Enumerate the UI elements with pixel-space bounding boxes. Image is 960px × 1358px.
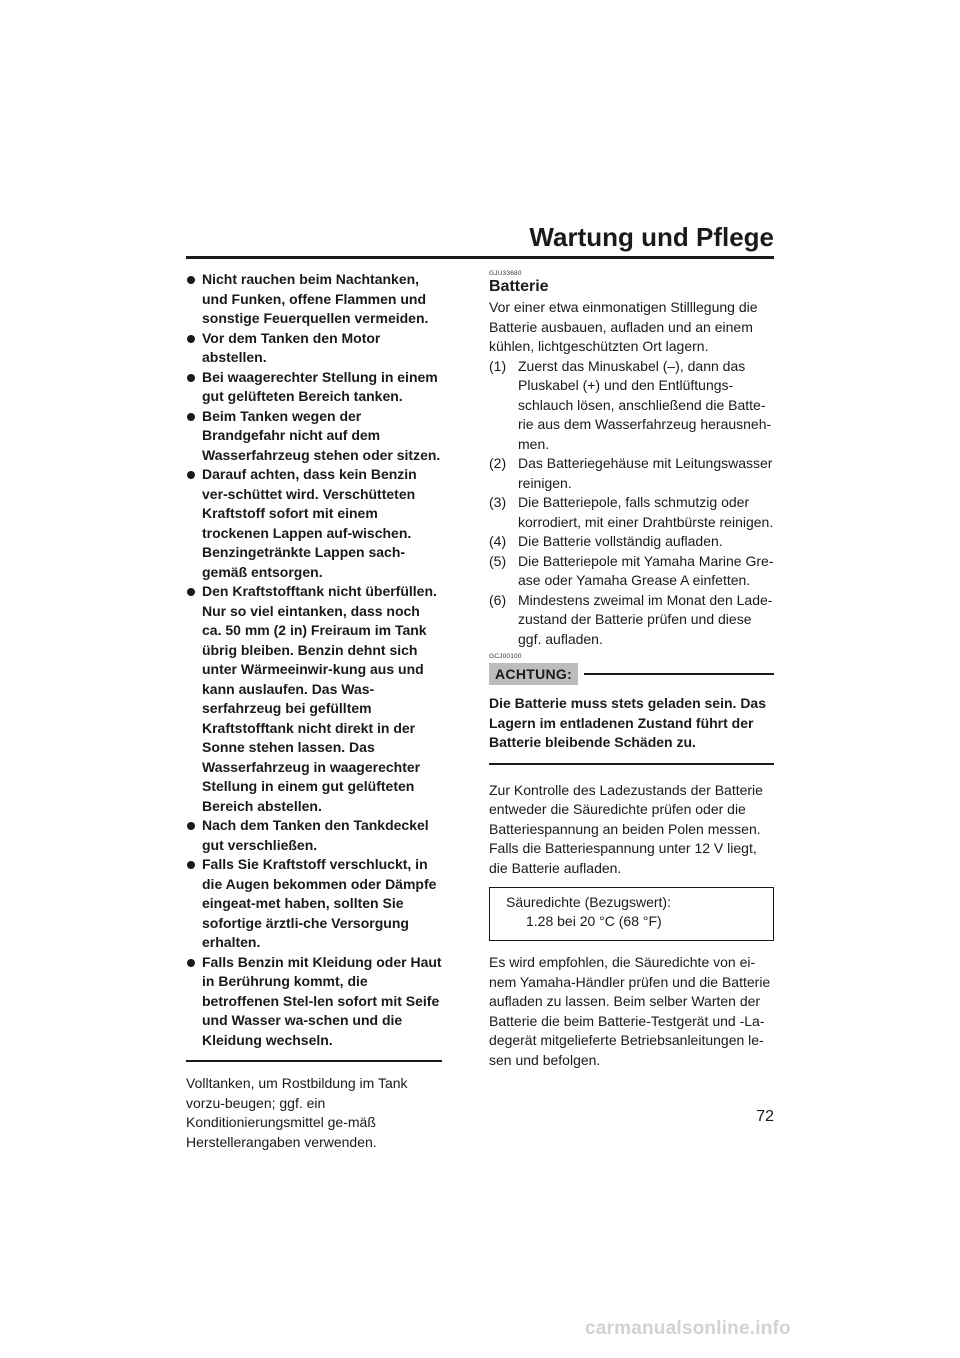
list-item <box>186 368 442 407</box>
caution-text: Die Batterie muss stets geladen sein. Das Lagern im entladenen Zustand führt der Batterie bleibende Schäden zu. <box>489 695 766 750</box>
step-number: (6) <box>489 591 507 608</box>
list-item <box>186 270 442 329</box>
caution-header <box>489 663 774 685</box>
section-code: GJU33680 <box>489 270 522 277</box>
list-item <box>489 493 774 532</box>
list-item <box>186 816 442 855</box>
caution-badge: ACHTUNG: <box>489 663 578 685</box>
caution-end-rule <box>489 763 774 765</box>
intro-paragraph: Vor einer etwa einmonatigen Stilllegung die Batterie ausbauen, aufladen und an einem kühlen, lichtgeschützten Ort lagern. <box>489 299 758 354</box>
right-column <box>489 270 774 1070</box>
bullet-text: Nicht rauchen beim Nachtanken, und Funken, offene Flammen und sonstige Feuerquellen vermeiden. <box>202 271 429 326</box>
safety-bullet-list <box>186 270 442 1050</box>
tank-paragraph: Volltanken, um Rostbildung im Tank vorzu-beugen; ggf. ein Konditionierungsmittel ge-mäß Herstellerangaben verwenden. <box>186 1075 408 1150</box>
page-number: 72 <box>756 1108 774 1125</box>
bullet-text: Beim Tanken wegen der Brandgefahr nicht auf dem Wasserfahrzeug stehen oder sitzen. <box>202 407 441 463</box>
step-text: Die Batteriepole, falls schmutzig oder korrodiert, mit einer Drahtbürste reinigen. <box>518 494 774 530</box>
list-item <box>489 552 774 591</box>
bullet-icon <box>187 374 195 382</box>
list-item <box>186 953 442 1051</box>
list-item <box>186 329 442 368</box>
step-text: Die Batterie vollständig aufladen. <box>518 533 723 549</box>
step-text: Die Batteriepole mit Yamaha Marine Gre-ase oder Yamaha Grease A einfetten. <box>518 552 774 588</box>
steps-list <box>489 357 774 650</box>
spec-label: Säuredichte (Bezugswert): <box>506 894 671 910</box>
list-item <box>489 357 774 455</box>
step-number: (2) <box>489 455 507 471</box>
step-number: (3) <box>489 494 507 510</box>
step-number: (4) <box>489 533 507 549</box>
list-item <box>489 591 774 650</box>
step-text: Mindestens zweimal im Monat den Lade-zustand der Batterie prüfen und diese ggf. aufladen. <box>518 591 773 647</box>
bullet-text: Vor dem Tanken den Motor abstellen. <box>202 329 381 365</box>
list-item <box>186 407 442 466</box>
final-paragraph: Es wird empfohlen, die Säuredichte von ei-nem Yamaha-Händler prüfen und die Batterie aufladen zu lassen. Beim selber Warten der Batterie die beim Batterie-Testgerät und -La-degerät mitgelieferte Betriebsanleitungen le-sen und befolgen. <box>489 954 771 1068</box>
step-number: (5) <box>489 552 507 569</box>
list-item <box>489 532 774 552</box>
bullet-icon <box>187 822 195 830</box>
bullet-text: Den Kraftstofftank nicht überfüllen. Nur so viel eintanken, dass noch ca. 50 mm (2 in) Freiraum im Tank übrig bleiben. Benzin dehnt sich unter Wärmeeinwir-kung aus und kann auslaufen. Das Was-serfahrzeug bei gefülltem Kraftstofftank nicht direkt in der Sonne stehen lassen. Das Wasserfahrzeug in waagerechter Stellung in einem gut gelüfteten Bereich abstellen. <box>202 583 437 814</box>
warning-end-rule <box>186 1060 442 1062</box>
header-rule <box>186 256 774 259</box>
bullet-text: Falls Benzin mit Kleidung oder Haut in Berührung kommt, die betroffenen Stel-len sofort mit Seife und Wasser wa-schen und die Kleidung wechseln. <box>202 953 442 1048</box>
bullet-text: Falls Sie Kraftstoff verschluckt, in die Augen bekommen oder Dämpfe eingeat-met haben, sollten Sie sofortige ärztli-che Versorgung erhalten. <box>202 856 437 950</box>
bullet-icon <box>187 276 195 284</box>
watermark: carmanualsonline.info <box>585 1318 791 1339</box>
left-column <box>186 270 442 1152</box>
spec-value: 1.28 bei 20 °C (68 °F) <box>526 913 662 929</box>
page-title: Wartung und Pflege <box>529 222 774 252</box>
step-text: Das Batteriegehäuse mit Leitungswasser reinigen. <box>518 455 773 491</box>
caution-rule <box>584 673 774 675</box>
bullet-text: Darauf achten, dass kein Benzin ver-schüttet wird. Verschütteten Kraftstoff sofort mit einem trockenen Lappen auf-wischen. Benzingetränkte Lappen sach-gemäß entsorgen. <box>202 466 417 580</box>
bullet-text: Bei waagerechter Stellung in einem gut gelüfteten Bereich tanken. <box>202 368 438 404</box>
caution-code: GCJ00100 <box>489 653 522 660</box>
bullet-icon <box>187 471 195 479</box>
bullet-icon <box>187 335 195 343</box>
list-item <box>186 582 442 816</box>
spec-box <box>489 887 774 941</box>
bullet-icon <box>187 959 195 967</box>
bullet-icon <box>187 413 195 421</box>
bullet-text: Nach dem Tanken den Tankdeckel gut verschließen. <box>202 817 429 853</box>
bullet-icon <box>187 588 195 596</box>
list-item <box>186 855 442 953</box>
step-text: Zuerst das Minuskabel (–), dann das Pluskabel (+) und den Entlüftungs-schlauch lösen, anschließend die Batte-rie aus dem Wasserfahrzeug herausneh-men. <box>518 357 772 452</box>
section-title: Batterie <box>489 278 549 295</box>
check-paragraph: Zur Kontrolle des Ladezustands der Batterie entweder die Säuredichte prüfen oder die Batteriespannung an beiden Polen messen. Falls die Batteriespannung unter 12 V liegt, die Batterie aufladen. <box>489 781 763 876</box>
bullet-icon <box>187 861 195 869</box>
step-number: (1) <box>489 357 507 374</box>
list-item <box>489 454 774 493</box>
list-item <box>186 465 442 582</box>
